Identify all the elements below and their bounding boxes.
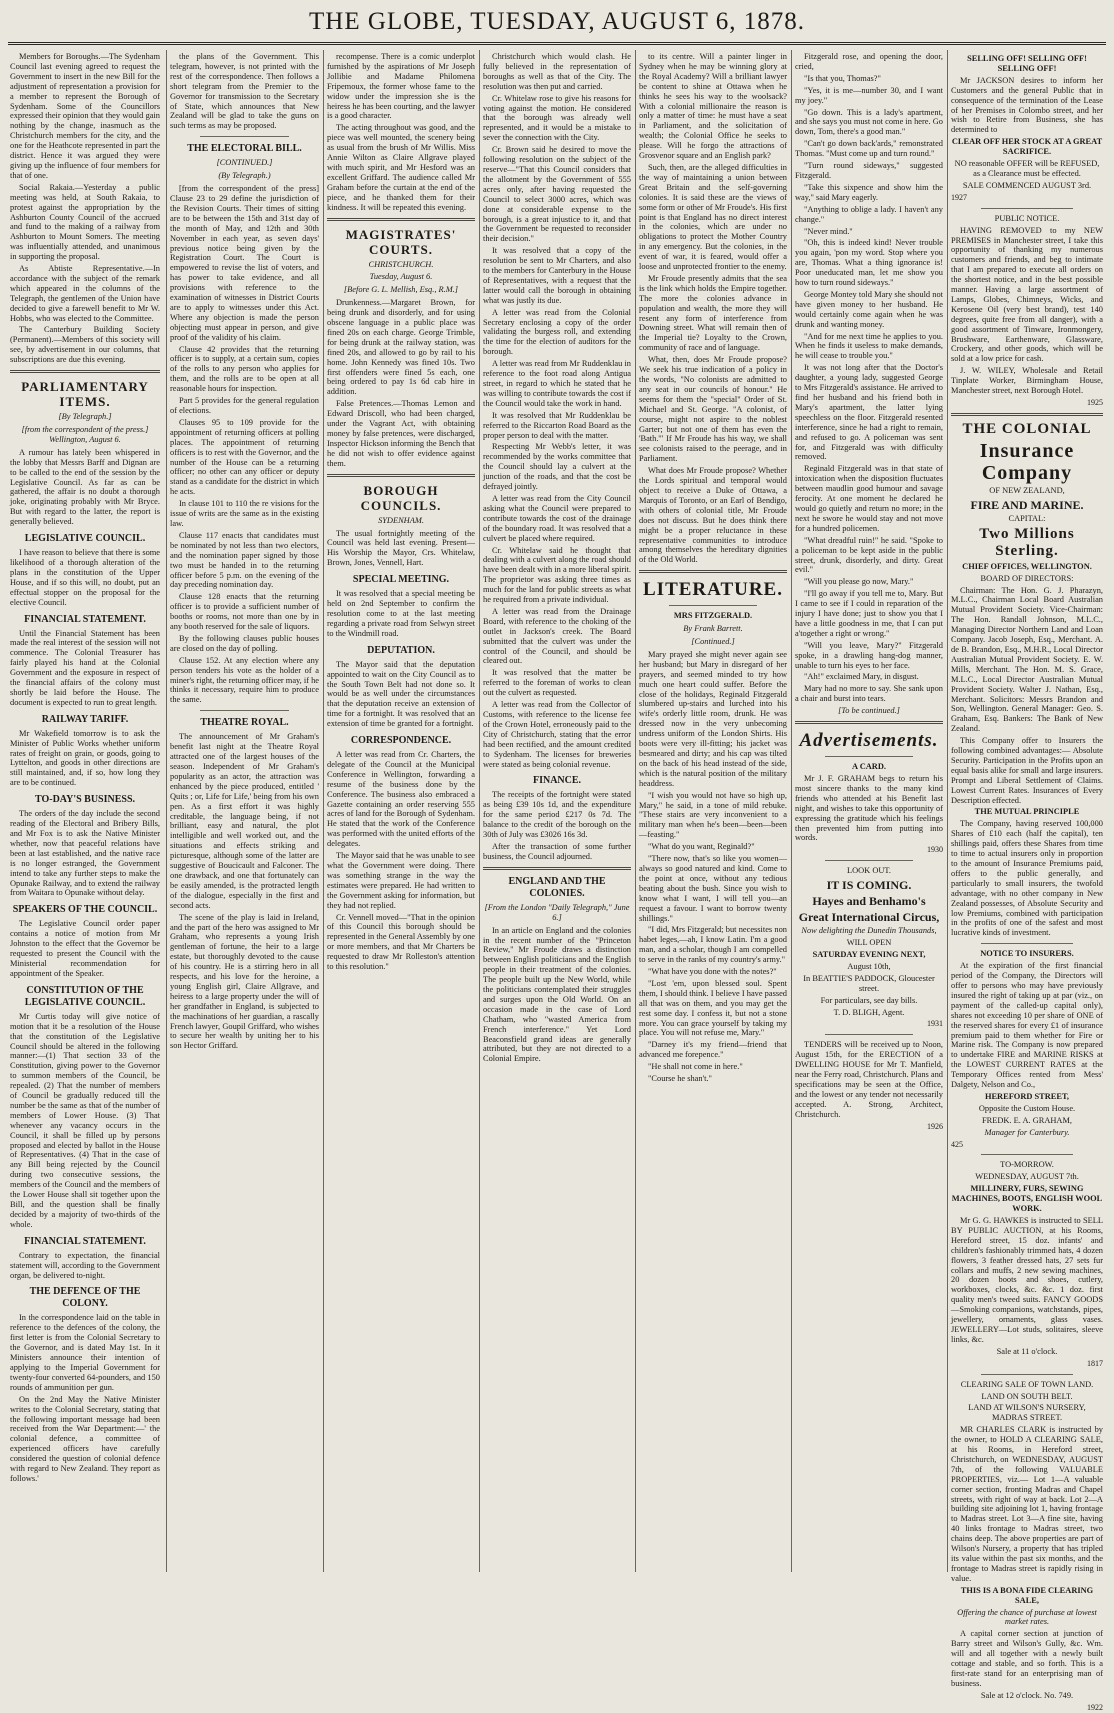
news-paragraph: A letter was read from the City Council asking what the Council were prepared to contribute towards the cost of the drainage of the boundary road. It was resolved that a culvert be placed where required. <box>483 493 631 543</box>
ad-line: In BEATTIE'S PADDOCK, Gloucester street. <box>803 973 935 993</box>
sub-heading: CONSTITUTION OF THE LEGISLATIVE COUNCIL. <box>24 984 146 1008</box>
ad-line: Hayes and Benhamo's <box>812 894 926 909</box>
news-paragraph: In an article on England and the colonies in the recent number of the "Princeton Review," Mr Froude draws a distinction between English politicians and the English people in their treatment of the colonies. The people built up the New World, while the politicians contemplated their struggles and surges upon the Old World. On an occasion made in the case of Lord Chatham, who "wasted America from French interference." Yet Lord Beaconsfield grand ideas are generally attributed, but they are not directed to a Colonial Empire. <box>483 925 631 1064</box>
sub-heading: TO-DAY'S BUSINESS. <box>34 794 136 806</box>
ad-line: Now delighting the Dunedin Thousands, <box>801 926 937 936</box>
section-rule <box>981 208 1073 209</box>
news-paragraph: The acting throughout was good, and the piece was well mounted, the scenery being as usual from the brush of Mr Willis. Miss Annie Wilton as Claire Allgrave played with much spirit, and Mr Hesford was an excellent Griffard. The audience called Mr Graham before the curtain at the end of the piece, and he thanked them for their kindness. It will be repeated this evening. <box>327 123 475 212</box>
story-paragraph: "He shall not come in here." <box>648 1062 743 1072</box>
column-divider <box>166 50 167 1572</box>
sub-heading: LEGISLATIVE COUNCIL. <box>24 533 146 545</box>
story-paragraph: "Will you please go now, Mary." <box>804 577 914 587</box>
story-title: MRS FITZGERALD. <box>673 611 753 621</box>
story-paragraph: "I did, Mrs Fitzgerald; but necessites non habet leges,—ah, I know Latin. I'm a good man, and a scholar, though I am compelled to serve in the ranks of my country's army." <box>639 925 787 965</box>
ad-line: Sale at 12 o'clock. No. 749. <box>980 1690 1074 1700</box>
ad-line: THIS IS A BONA FIDE CLEARING SALE, <box>960 1585 1094 1605</box>
news-paragraph: Clause 42 provides that the returning officer is to supply, at a certain sum, copies of the rolls to any person who applies for them, and the rolls are to be open at all reasonable hours for inspection. <box>170 344 319 394</box>
story-paragraph: "Course he shan't." <box>648 1074 712 1084</box>
masthead-title: THE GLOBE, TUESDAY, AUGUST 6, 1878. <box>309 8 805 35</box>
story-paragraph: "Will you leave, Mary?" Fitzgerald spoke, in a drawling hang-dog manner, unable to turn his eyes to her face. <box>795 640 943 670</box>
sub-heading: FINANCIAL STATEMENT. <box>24 613 146 625</box>
section-rule <box>981 1374 1073 1375</box>
news-paragraph: It was resolved that Mr Ruddenklau be referred to the Riccarton Road Board as the proper person to deal with the matter. <box>483 410 631 440</box>
ad-line: For particulars, see day bills. <box>820 995 918 1005</box>
ad-body: Mr G. G. HAWKES is instructed to SELL BY PUBLIC AUCTION, at his Rooms, Hereford street, 15 doz. infants' and children's fashionably trimmed hats, 4 dozen flowers, 3 feather dressed hats, 27 sets fur collars and muffs, 2 new sewing machines, 20 dozen boots and shoes, cutlery, workboxes, clocks, &c. &c. 1 doz. first quality men's tweed suits. FANCY GOODS—Smoking companions, watchstands, pipes, jewellery, ornaments, glass vases. JEWELLERY—Lot studs, solitaires, sleeve links, &c. <box>951 1216 1103 1344</box>
ad-number: 1930 <box>927 845 943 855</box>
story-paragraph: "What have you done with the notes?" <box>648 967 777 977</box>
ad-number: 1925 <box>1087 398 1103 407</box>
dateline: SYDENHAM. <box>378 515 424 525</box>
story-paragraph: "What dreadful ruin!" he said. "Spoke to a policeman to be kept aside in the public street, drunk, disorderly, and dirty. Great evil." <box>795 535 943 575</box>
story-paragraph: Reginald Fitzgerald was in that state of intoxication when the disposition fluctuates between maudlin good humour and savage ferocity. At one moment he declared he would go quietly and return no more; in the next he swore he would stay and not move for a hundred policemen. <box>795 464 943 533</box>
ad-line: FIRE AND MARINE. <box>970 497 1084 512</box>
news-paragraph: The orders of the day include the second reading of the Electoral and Bribery Bills, and Mr Fox is to ask the Native Minister whether, now that peaceful relations have been at last established, and the native race is no longer estranged, the Government intend to take any further steps to make the Opunake Railway, and to extend the railway from Waitara to Opunake without delay. <box>10 809 160 898</box>
section-heading: Advertisements. <box>799 730 939 752</box>
ad-line: Manager for Canterbury. <box>984 1127 1070 1137</box>
news-paragraph: The Canterbury Building Society (Permanent).—Members of this society will see, by advertisement in our columns, that subscriptions are due this evening. <box>10 325 160 365</box>
ad-number: 1817 <box>1087 1358 1103 1368</box>
ad-title: A CARD. <box>852 762 886 772</box>
news-paragraph: Mr Curtis today will give notice of motion that it be a resolution of the House that the constitution of the Legislative Council should be altered in the following manner:—(1) That section 33 of the Constitution, giving power to the Governor to summon members of the Council, be repealed. (2) That the number of members of Council be gradually reduced till the number be the same as that of the number of members of Lower House. (3) That whenever any vacancy occurs in the Council, it shall be filled up by persons proposed and elected by ballot in the House of Representatives. (4) That in the case of any Bill being rejected by the Council during two consecutive sessions, the members of the Council and the members of the Lower House shall sit together upon the Bill, and the question shall be finally decided by a majority of two-thirds of the whole. <box>10 1011 160 1229</box>
dateline: CHRISTCHURCH. <box>368 259 434 269</box>
news-paragraph: A rumour has lately been whispered in the lobby that Messrs Barff and Dignan are to be called to the end of the session by the Legislative Council. As far as can be gathered, the affair is no doubt a thorough joke, originating probably with Mr Bryce. But with regard to the latter, the report is generally believed. <box>10 447 160 527</box>
news-paragraph: [from the correspondent of the press] Clause 23 to 29 define the jurisdiction of the Revision Courts. Their times of sitting are to be between the 15th and 31st day of the month of May, and 12th and 30th November in each year, as seven days' previous notice being given by the Registration Court. The Court is empowered to revise the list of voters, and has power to take evidence, and all provisions with reference to the examination of witnesses in District Courts are to apply to witnesses under this Act. Where any objection is made the person objecting must appear in person, and give proof of the validity of his claim. <box>170 184 319 342</box>
masthead-rule <box>8 42 1106 45</box>
sub-heading: THE DEFENCE OF THE COLONY. <box>29 1286 141 1310</box>
story-paragraph: "Is that you, Thomas?" <box>804 73 881 83</box>
ad-body: This Company offer to Insurers the following combined advantages:— Absolute Security. Participation in the Profits upon an equal basis alike for small and large insurers. Prompt and Liberal Settlement of Claims. Lowest Current Rates. Insurances of Every Description effected. <box>951 736 1103 805</box>
ad-number: 1931 <box>927 1019 943 1029</box>
news-paragraph: Cr. Whitelaw said he thought that dealing with a culvert along the road should have been dealt with in a more liberal spirit. The proprietor was asking three times as much for the land for public streets as what he required from a private individual. <box>483 545 631 605</box>
column-divider <box>947 50 948 1572</box>
story-paragraph: George Montey told Mary she should not have given money to her husband. He would certainly come again when he was drunk and wanting money. <box>795 289 943 329</box>
ad-line: Two Millions Sterling. <box>979 525 1075 559</box>
section-rule <box>669 605 757 606</box>
story-paragraph: "Ah!" exclaimed Mary, in disgust. <box>804 672 919 682</box>
story-paragraph: "And for me next time he applies to you. When he finds it useless to make demands, he will cease to trouble you." <box>795 331 943 361</box>
news-paragraph: Cr. Brown said he desired to move the following resolution on the subject of the reserve—"That this Council considers that the allotment by the Government of 555 acres only, after having requested the Council to select 3000 acres, which was done at considerable expense to the borough, is a great injustice to it, and that the Government be requested to reconsider their decision." <box>483 145 631 244</box>
ad-line: Offering the chance of purchase at lowest market rates. <box>957 1607 1097 1627</box>
sub-heading: FINANCE. <box>532 775 582 787</box>
section-rule <box>200 136 289 137</box>
news-paragraph: Clause 117 enacts that candidates must be nominated by not less than two electors, and the nomination paper signed by those two must be handed in to the returning officer before 5 p.m. on the evening of the day preceding nomination day. <box>170 530 319 590</box>
ad-line: Great International Circus, <box>798 910 940 925</box>
sub-heading: RAILWAY TARIFF. <box>41 713 129 725</box>
news-paragraph: Part 5 provides for the general regulation of elections. <box>170 396 319 415</box>
ad-title: NOTICE TO INSURERS. <box>980 949 1074 959</box>
ad-line: HEREFORD STREET, <box>984 1091 1070 1101</box>
news-paragraph: A letter was read from the Drainage Board, with reference to the choking of the outlet in Jackson's creek. The Board submitted that the culvert was under the control of the Council, and should be cleared out. <box>483 606 631 666</box>
ad-body: J. W. WILEY, Wholesale and Retail Tinplate Worker, Birmingham House, Manchester street, next Borough Hotel. <box>951 366 1103 396</box>
section-heading: THE ELECTORAL BILL. <box>187 143 302 155</box>
story-paragraph: "Can't go down back'ards," remonstrated Thomas. "Must come up and turn round." <box>795 139 943 159</box>
column-1 <box>10 52 160 1572</box>
news-paragraph: It was resolved that the matter be referred to the foreman of works to clean out the culvert as requested. <box>483 668 631 698</box>
news-paragraph: By the following clauses public houses are closed on the day of polling. <box>170 633 319 653</box>
section-rule <box>825 1034 913 1035</box>
news-paragraph: I have reason to believe that there is some likelihood of a thorough alteration of the plans in the constitution of the Upper House, and if so this will, no doubt, put an effectual stopper on the proposal for the elective Council. <box>10 548 160 607</box>
news-paragraph: A letter was read from the Collector of Customs, with reference to the license fee of the Crown Hotel, erroneously paid to the City of Christchurch, stating that the error had been rectified, and the amount credited to Sydenham. The licenses for breweries were stated as being colonial revenue. <box>483 700 631 769</box>
column-6 <box>795 52 943 1572</box>
ad-line: CLEARING SALE OF TOWN LAND. <box>960 1379 1094 1389</box>
news-paragraph: The scene of the play is laid in Ireland, and the part of the hero was assigned to Mr Graham, who represents a young Irish gentleman of fortune, the heir to a large estate, but thoroughly devoted to the cause of his country. He is a stirring hero in all respects, and his love for the heroine, a young English girl, Claire Allgrave, and heiress to a large property under the will of her grandfather in England, is subjected to the machinations of her guardian, a rascally French lawyer, Goupil Griffard, who wishes to secure her wealth by uniting her to his son Hector Griffard. <box>170 912 319 1051</box>
story-paragraph: Mary had no more to say. She sank upon a chair and burst into tears. <box>795 684 943 704</box>
section-rule <box>981 943 1073 944</box>
section-rule <box>951 413 1103 416</box>
news-paragraph: A letter was read from Cr. Charters, the delegate of the Council at the Municipal Conference in Wellington, forwarding a resume of the business done by the Conference. The business also embraced a Gazette containing an order reserving 555 acres of land for the Borough of Sydenham. He stated that the work of the Conference was performed with the united efforts of the delegates. <box>327 750 475 849</box>
ad-line: OF NEW ZEALAND, <box>989 485 1065 495</box>
ad-line: CAPITAL: <box>1008 513 1046 523</box>
news-paragraph: The receipts of the fortnight were stated as being £39 10s 1d, and the expenditure for the same period £217 0s 7d. The balance to the credit of the borough on the 30th of July was £3026 16s 3d. <box>483 790 631 840</box>
column-divider <box>479 50 480 1572</box>
story-paragraph: "I'll go away if you tell me to, Mary. But I came to see if I could in reparation of the injury I have done; just to show you that I have a little goodness in me, that I can put a'together a right or wrong." <box>795 589 943 638</box>
story-paragraph: "Never mind." <box>804 226 853 236</box>
continued-note: [To be continued.] <box>838 706 900 716</box>
news-paragraph: Until the Financial Statement has been made the real interest of the session will not commence. The Colonial Treasurer has fairly played his hand at the Colonial Government and the exposure in respect of the financial affairs of the colony must shortly be laid before the House. The document is expected to run to great length. <box>10 628 160 707</box>
story-paragraph: "What do you want, Reginald?" <box>648 842 755 852</box>
news-paragraph: Such, then, are the alleged difficulties in the way of maintaining a union between Great Britain and the self-governing colonies. It is said these are the views of some form or other of Mr Froude's. His first point is that England has no direct interest in the colonies, which are under no obligations to protect the Mother Country in any emergency. But the colonies, in the event of war, it is feared, would offer a loose and unprotected frontier to the enemy. <box>639 162 787 272</box>
news-paragraph: Clause 152. At any election where any person tenders his vote as the holder of a miner's right, the returning officer may, if he thinks it necessary, require him to produce the same. <box>170 655 319 705</box>
news-paragraph: Contrary to expectation, the financial statement will, according to the Government organ, be delivered to-night. <box>10 1250 160 1280</box>
story-paragraph: "Lost 'em, upon blessed soul. Spent them, I should think. I believe I have passed all that was on them, and you may get the rest some day. I confess it, but not a stone more. You can grace yourself by taking my place. You will not refuse me, Mary." <box>639 978 787 1038</box>
ad-number: 425 <box>951 1139 963 1149</box>
section-rule <box>10 370 160 373</box>
dateline: [Before G. L. Mellish, Esq., R.M.] <box>343 285 459 295</box>
news-paragraph: What does Mr Froude propose? Whether the Lords spiritual and temporal would object to receive a Duke of Ottawa, a Marquis of Toronto, or an Earl of Bendigo, with others of colonial title, Mr Froude does not discuss. But he does think there might be a proper reluctance in these representative communities to introduce among themselves the hereditary dignities of the Old World. <box>639 466 787 565</box>
news-paragraph: What, then, does Mr Froude propose? We seek his true indication of a policy in the words, "No colonists are admitted to any seat in our councils of honour." He seems for them the "special" Order of St. Michael and St. George. "A colonist, of course, might not aspire to the noblest Garter; but not one of them has even the 'Bath.'" If Mr Froude has his way, we shall see colonists raised to the peerage, and in Parliament. <box>639 355 787 464</box>
section-rule <box>200 710 289 711</box>
news-paragraph: A letter was read from Mr Ruddenklau in reference to the foot road along Antigua street, in regard to which he stated that he was willing to contribute towards the cost if the Council would take the work in hand. <box>483 359 631 408</box>
section-heading: BOROUGH COUNCILS. <box>360 482 442 513</box>
ad-line: Sale at 11 o'clock. <box>996 1346 1058 1356</box>
news-paragraph: Mr Froude presently admits that the sea is the link which holds the Empire together. The more the colonies advance in population and wealth, the more they will resent any form of interference from Downing street. What will remain then of the Imperial tie? Loyalty to the Crown, community of race and of language. <box>639 273 787 353</box>
section-heading: THEATRE ROYAL. <box>200 717 289 729</box>
ad-body: HAVING REMOVED to my NEW PREMISES in Manchester street, I take this opportunity of thanking my numerous customers and friends, and beg to intimate that I am prepared to execute all orders on the shortest notice, and in the best possible manner. Having a large assortment of Lamps, Globes, Chimneys, Wicks, and Kerosene Oil (very best brand), test 140 degrees, quite free from all danger), with a good assortment of Tinware, Ironmongery, Brushware, Earthenware, Glassware, Crockery, and other goods, which will be sold at a low price for cash. <box>951 225 1103 364</box>
news-paragraph: Social Rakaia.—Yesterday a public meeting was held, at South Rakaia, to protest against the appropriation by the Ashburton County Council of the accrued and fund to the making of a railway from Ashburton to Mount Somers. The meeting was influentially attended, and unanimous in supporting the proposal. <box>10 182 160 262</box>
story-paragraph: "Oh, this is indeed kind! Never trouble you again, 'pon my word. Stop where you are, Thomas. What a thing ignorance is! Poor uneducated man, let me show you how to turn round sideways." <box>795 238 943 288</box>
column-divider <box>791 50 792 1572</box>
news-paragraph: Cr. Vennell moved—"That in the opinion of this Council this borough should be represented in the General Assembly by one or more members, and that Mr Charters be requested to draw Mr Rolleston's attention to this resolution." <box>327 912 475 972</box>
section-rule <box>825 860 913 861</box>
ad-line: THE MUTUAL PRINCIPLE <box>974 807 1080 817</box>
section-heading: LITERATURE. <box>643 579 783 601</box>
news-paragraph: recompense. There is a comic underplot furnished by the aspirations of Mr Joseph Jollibie and Madame Philomena Fripemoux, the former whose fame to the widow under the impression she is the heiress he has been courting, and the lawyer is a good character. <box>327 52 475 121</box>
dateline: [From the London "Daily Telegraph," June 6.] <box>484 902 630 922</box>
news-paragraph: The Legislative Council order paper contains a notice of motion from Mr Johnston to the effect that the Governor be requested to present the Council with the Ministerial recommendation for appointment of the Speaker. <box>10 919 160 978</box>
story-paragraph: "Turn round sideways," suggested Fitzgerald. <box>795 161 943 180</box>
ad-body: Mr J. F. GRAHAM begs to return his most sincere thanks to the many kind friends who attended at his Benefit last night, and wishes to take this opportunity of expressing the gratitude which his feelings then prevented him from putting into words. <box>795 774 943 843</box>
ad-line: TO-MORROW. <box>1000 1160 1054 1170</box>
column-7 <box>951 52 1103 1712</box>
column-divider <box>323 50 324 1572</box>
news-paragraph: The Mayor said that he was unable to see what the Government were doing. There was something strange in the way the estimates were prepared. He had written to the Government asking for information, but they had not replied. <box>327 851 475 910</box>
news-paragraph: Mr Wakefield tomorrow is to ask the Minister of Public Works whether uniform rates of freight on grain, or goods, going to Lyttelton, and goods in other directions are still maintained, and, if so, how long they are to be continued. <box>10 728 160 788</box>
column-divider <box>635 50 636 1572</box>
section-rule <box>795 721 943 724</box>
ad-line: August 10th, <box>847 961 891 971</box>
sub-heading: SPEAKERS OF THE COUNCIL. <box>12 904 158 916</box>
news-paragraph: Respecting Mr Webb's letter, it was recommended by the works committee that the Council should lay a culvert at the junction of the roads, and that the cost be defrayed jointly. <box>483 442 631 492</box>
ad-title: SELLING OFF! SELLING OFF! SELLING OFF! <box>967 54 1087 73</box>
section-rule <box>483 867 631 870</box>
section-heading: MAGISTRATES' COURTS. <box>345 226 457 257</box>
ad-line: WEDNESDAY, AUGUST 7th. <box>975 1172 1079 1182</box>
ad-body: The Company, having reserved 100,000 Shares of £10 each (half the capital), ten shillings paid, offers these Shares from time to time to actual insurers only in proportion to the amount of Insurance Premiums paid, offers to the public generally, and particularly to small insurers, the twofold advantage, with no other company in New Zealand possesses, of Absolute Security and low Premiums, combined with participation in the profits of one of the safest and most lucrative kinds of investment. <box>951 819 1103 938</box>
ad-number: 1922 <box>1087 1702 1103 1712</box>
dateline: [from the correspondent of the press.] Wellington, August 6. <box>21 425 149 444</box>
sub-heading: SPECIAL MEETING. <box>352 574 450 586</box>
news-paragraph: A letter was read from the Colonial Secretary enclosing a copy of the order validating the burgess roll, and extending the time for the election of auditors for the borough. <box>483 307 631 357</box>
news-paragraph: to its centre. Will a painter linger in Sydney when he may be winning glory at the Royal Academy? Will a brilliant lawyer be content to shine at Ottawa when he thinks he sees his way to the woolsack? With a colonial millionaire the reason is only a matter of time: he must have a seat in Parliament, and the solicitation of wealth; the Colonial Office he seeks to please. Will he forgo the attractions of Grosvenor square and an English park? <box>639 52 787 161</box>
story-paragraph: "There now, that's so like you women—always so good natured and kind. Come to the point at once, without any tedious beating about the bush. Since you wish to know what I want, I will tell you—an request a favour. I want to borrow twenty shillings." <box>639 854 787 923</box>
ad-line: THE COLONIAL <box>962 420 1092 437</box>
sub-heading: DEPUTATION. <box>367 644 435 656</box>
ad-line: LAND AT WILSON'S NURSERY, MADRAS STREET. <box>968 1403 1086 1423</box>
ad-line: Opposite the Custom House. <box>978 1103 1076 1113</box>
story-paragraph: Fitzgerald rose, and opening the door, cried, <box>795 52 943 71</box>
section-rule <box>327 218 475 221</box>
ad-line: LAND ON SOUTH BELT. <box>981 1391 1073 1401</box>
ad-body: Mr JACKSON desires to inform her Customers and the general Public that in consequence of the termination of the Lease of her Premises in Colombo street, and her wish to Retire from Business, she has determined to <box>951 75 1103 135</box>
dateline: (By Telegraph.) <box>218 171 271 181</box>
ad-body: TENDERS will be received up to Noon, August 15th, for the ERECTION of a DWELLING HOUSE for Mr T. Manfield, near the Ferry road, Christchurch. Plans and specifications may be seen at the Office, and the lowest or any tender not necessarily accepted. A. Strong, Architect, Christchurch. <box>795 1040 943 1119</box>
news-paragraph: As Abtiste Representative.—In accordance with the subject of the remark which appeared in the columns of the Telegraph, the gentlemen of the Union have decided to give a farewell benefit to Mr W. Hobbs, who was elected to the Committee. <box>10 264 160 323</box>
ad-line: SATURDAY EVENING NEXT, <box>812 949 926 959</box>
ad-line: SALE COMMENCED AUGUST 3rd. <box>962 180 1092 190</box>
dateline: Tuesday, August 6. <box>369 272 433 282</box>
news-paragraph: On the 2nd May the Native Minister writes to the Colonial Secretary, stating that the following important message had been received from the War Department:—' the colonial defence, a committee of experienced officers have carefully considered the question of colonial defence with regard to New Zealand. They report as follows.' <box>10 1394 160 1483</box>
story-paragraph: "Take this sixpence and show him the way," said Mary eagerly. <box>795 182 943 202</box>
news-paragraph: After the transaction of some further business, the Council adjourned. <box>483 841 631 861</box>
news-paragraph: It was resolved that a copy of the resolution be sent to Mr Charters, and also to the members for Canterbury in the House of Representatives, with a request that the latter would call the borough in obtaining what was justly its due. <box>483 246 631 305</box>
ad-number: 1927 <box>951 192 967 202</box>
section-heading: ENGLAND AND THE COLONIES. <box>508 875 606 899</box>
news-paragraph: In the correspondence laid on the table in reference to the defences of the colony, the first letter is from the Colonial Secretary to the Governor, and is dated May 1st. In it Ministers announce their intention of applying to the Imperial Government for twenty-four converted 64-pounders, and 150 rounds of ammunition per gun. <box>10 1313 160 1392</box>
story-paragraph: It was not long after that the Doctor's daughter, a young lady, suggested George to Mrs Fitzgerald's assistance. He arrived to find her husband and his friend both in Mary's apartment, the latter lying speechless on the floor. Fitzgerald resented interference, since he had a right to remain, and refused to go. A policeman was sent for, and Fitzgerald was with difficulty removed. <box>795 363 943 462</box>
news-paragraph: The announcement of Mr Graham's benefit last night at the Theatre Royal attracted one of the largest houses of the season. Independent of Mr Graham's popularity as an actor, the attraction was enhanced by the piece produced, entitled ' Quits ; or, Life for Life,' being from his own pen. As a first effort it was highly creditable, the language being, if not brilliant, easy and natural, the plot intelligible and well worked out, and the situations and effects striking and picturesque, although some of the latter are suggestive of Boucicault and Falconer. The one drawback, and one that fortunately can be easily amended, is the protracted length of the dialogue, especially in the first and second acts. <box>170 732 319 910</box>
ad-line: MILLINERY, FURS, SEWING MACHINES, BOOTS, ENGLISH WOOL WORK. <box>951 1184 1103 1214</box>
ad-number: 1926 <box>927 1121 943 1131</box>
ad-line: IT IS COMING. <box>826 878 912 893</box>
section-rule <box>825 756 913 757</box>
ad-line: LOOK OUT. <box>846 866 892 876</box>
news-paragraph: In clause 101 to 110 the re visions for the issue of writs are the same as in the existing law. <box>170 499 319 528</box>
ad-body: MR CHARLES CLARK is instructed by the owner, to HOLD A CLEARING SALE, at his Rooms, in Hereford street, Christchurch, on WEDNESDAY, AUGUST 7th, of the following VALUABLE PROPERTIES, viz.— Lot 1—A valuable corner section, fronting Madras and Chapel streets, with right of way at back. Lot 2—A building site adjoining lot 1, having frontage to Madras street. Lot 3—A fine site, having 40 links frontage to Madras street, two chains deep. The above properties are part of Wilson's Nursery, a property that has tripled its value within the past six months, and the frontage to Madras street is rapidly rising in value. <box>951 1425 1103 1583</box>
ad-line: Insurance Company <box>979 439 1075 484</box>
ad-line: CHIEF OFFICES, WELLINGTON. <box>962 561 1092 571</box>
ad-line: CLEAR OFF HER STOCK AT A GREAT SACRIFICE. <box>951 137 1103 157</box>
ad-body: At the expiration of the first financial period of the Company, the Directors will offer to persons who may have previously insured the right of taking up at par (viz., on payment of the called-up capital only), shares not exceeding 10 per share of ONE of the reserved shares for every £1 of insurance premium paid to them whether for Fire or Marine risk. The Company is now prepared to undertake FIRE and MARINE RISKS at the LOWEST CURRENT RATES at the Temporary Offices rented from Mess' Dalgety, Nelson and Co., <box>951 961 1103 1090</box>
ad-line: BOARD OF DIRECTORS: <box>980 573 1074 583</box>
story-paragraph: "Darney it's my friend—friend that advanced me forepence." <box>639 1040 787 1060</box>
column-5 <box>639 52 787 1572</box>
section-rule <box>327 474 475 477</box>
story-paragraph: "Anything to oblige a lady. I haven't any change." <box>795 204 943 224</box>
continued-note: [Continued.] <box>691 637 735 647</box>
news-paragraph: It was resolved that a special meeting be held on 2nd September to confirm the resolution come to at the last meeting regarding a private road from Selwyn street to the Windmill road. <box>327 589 475 638</box>
ad-body: Chairman: The Hon. G. J. Pharazyn, M.L.C., Chairman Local Board Australian Mutual Provident Society. Vice-Chairman: The Hon. Randall Johnson, M.L.C., Managing Director Northern Land and Loan Company. Jacob Joseph, Esq., Merchant. A. de B. Brandon, Esq., M.H.R., Local Director Australian Mutual Provident Society. E. W. Mills, Merchant. The Hon. M. S. Grace, M.L.C., Local Director Australian Mutual Provident Society. Walter J. Nathan, Esq., Merchant. Solicitors: Messrs Brandon and Son, Wellington. General Manager: Geo. S. Graham, Esq. Bankers: The Bank of New Zealand. <box>951 585 1103 734</box>
news-paragraph: False Pretences.—Thomas Lemon and Edward Driscoll, who had been charged, under the Vagrant Act, with obtaining money by false pretences, were discharged, Inspector Hickson informing the Bench that he did not wish to offer evidence against them. <box>327 399 475 468</box>
news-paragraph: The usual fortnightly meeting of the Council was held last evening. Present—His Worship the Mayor, Crs. Whitelaw, Brown, Jones, Vennell, Hart. <box>327 528 475 568</box>
column-2 <box>170 52 319 1572</box>
news-paragraph: Drunkenness.—Margaret Brown, for being drunk and disorderly, and for using obscene language in a public place was fined 20s on each charge. George Trimble, for being drunk at the railway station, was fined 20s, and allowed to go by rail to his home. John Kennedy was fined 10s. Two first offenders were fined 5s each, one being ordered to pay 1s 6d cab hire in addition. <box>327 298 475 397</box>
section-heading: PARLIAMENTARY ITEMS. <box>21 379 149 410</box>
story-paragraph: "Yes, it is me—number 30, and I want my joey." <box>795 85 943 105</box>
sub-heading: FINANCIAL STATEMENT. <box>24 1235 146 1247</box>
news-paragraph: Clauses 95 to 109 provide for the appointment of returning officers at polling places. The appointment of returning officers is to rest with the Governor, and the number of the House can be a returning officer; no other can any officer or deputy stand as a candidate for the district in which he acts. <box>170 417 319 497</box>
news-paragraph: Clause 128 enacts that the returning officer is to provide a sufficient number of booths or rooms, not more than one by in any booth reserved for the sale of liquors. <box>170 592 319 632</box>
sub-heading: CORRESPONDENCE. <box>350 735 452 747</box>
ad-title: PUBLIC NOTICE. <box>994 213 1060 223</box>
ad-line: NO reasonable OFFER will be REFUSED, as a Clearance must be effected. <box>954 159 1100 178</box>
ad-line: T. D. BLIGH, Agent. <box>833 1007 905 1017</box>
column-3 <box>327 52 475 1572</box>
dateline: [CONTINUED.] <box>216 158 273 168</box>
news-paragraph: Cr. Whitelaw rose to give his reasons for voting against the motion. He considered that the borough was already well represented, and it would be a mistake to sever the connection with the City. <box>483 93 631 143</box>
section-rule <box>639 570 787 573</box>
story-paragraph: "Go down. This is a lady's apartment, and she says you must not come in here. Go down, Tom, there's a good man." <box>795 107 943 137</box>
news-paragraph: Christchurch which would clash. He fully believed in the representation of boroughs as well as that of the City. The resolution was then put and carried. <box>483 52 631 91</box>
section-rule <box>981 1154 1073 1155</box>
ad-line: WILL OPEN <box>846 938 892 948</box>
news-paragraph: The Mayor said that the deputation appointed to wait on the City Council as to the South Town Belt had not done so. It would be as well under the circumstances that the deputation receive an extension of time for a fortnight. It was resolved that an extension of time be granted for a fortnight. <box>327 659 475 729</box>
column-4 <box>483 52 631 1572</box>
byline: By Frank Barrett. <box>683 624 743 634</box>
story-paragraph: "I wish you would not have so high up, Mary," he said, in a tone of mild rebuke. "These stairs are very inconvenient to a military man when he's been—been—been—feasting." <box>639 790 787 840</box>
dateline: [By Telegraph.] <box>58 412 112 422</box>
story-paragraph: Mary prayed she might never again see her husband; but Mary in disregard of her prayers, and seemed minded to try how much one heart could suffer. Before the close of the holidays, Reginald Fitzgerald slumbered up-stairs and lurched into his wife's orderly little room, drunk. He was dressed now in the very unbecoming undress uniform of the London Shirts. His boots were very ill-fitting; his jacket was besmeared and dirty; and his cap was tilted on the back of his head instead of the side, which is the natural position of the military headdress. <box>639 649 787 788</box>
ad-body: A capital corner section at junction of Barry street and Wilson's Gully, &c. Wm. will and all together with a newly built cottage and stable, and so forth. This is a first-rate stand for an enterprising man of business. <box>951 1629 1103 1688</box>
news-paragraph: Members for Boroughs.—The Sydenham Council last evening agreed to request the Government to insert in the new Bill for the adjustment of representation a provision for a member to represent the Borough of Sydenham. Some of the Councillors expressed their opinion that they would gain nothing by the change, inasmuch as the Christchurch members for the city, and the one for the Heathcote represented in part the district. Hence it was argued they were giving up the influence of four members for that of one. <box>10 52 160 180</box>
ad-line: FREDK. E. A. GRAHAM, <box>981 1115 1073 1125</box>
news-paragraph: the plans of the Government. This telegram, however, is not printed with the rest of the correspondence. Then follows a short telegram from the Premier to the Governor for transmission to the Secretary of State, which announces that New Zealand will be glad to take the guns on such terms as may be proposed. <box>170 52 319 131</box>
